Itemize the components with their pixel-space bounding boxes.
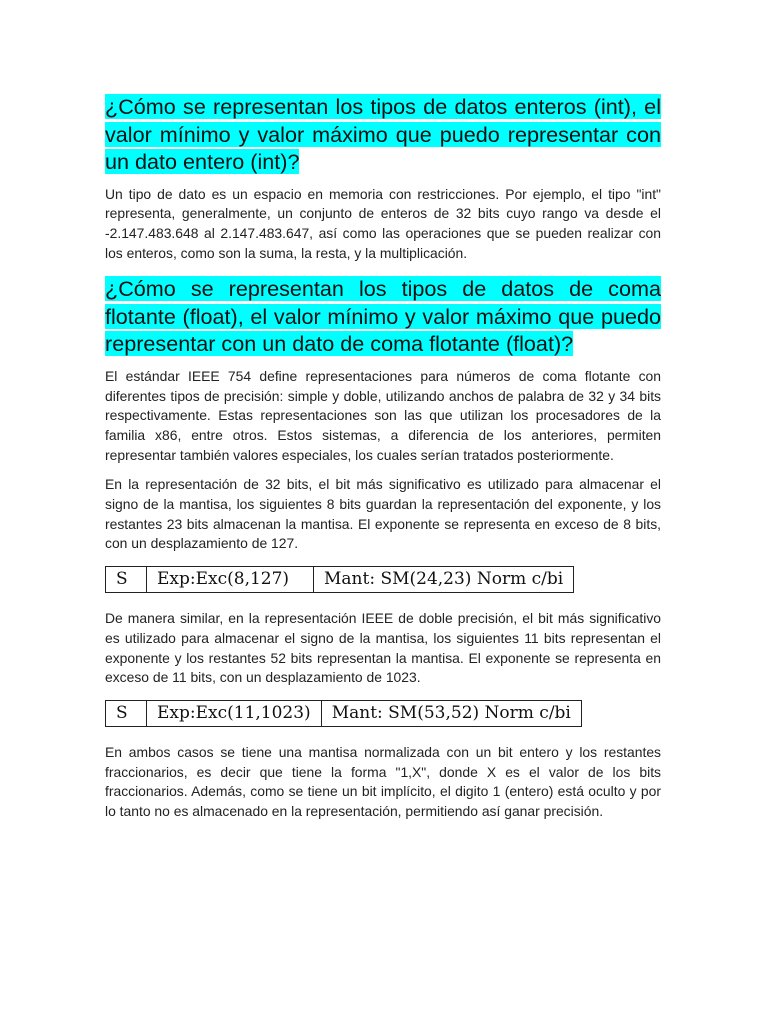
format-32bit-sign: S: [106, 567, 147, 593]
heading-int-text: ¿Cómo se representan los tipos de datos enteros (int), el valor mínimo y valor máximo que puedo representar con un dato entero (int)?: [105, 94, 661, 174]
format-64bit-row: [106, 700, 582, 726]
paragraph-int: Un tipo de dato es un espacio en memoria con restricciones. Por ejemplo, el tipo "int" representa, generalmente, un conjunto de enteros de 32 bits cuyo rango va desde el -2.147.483.648 al 2.147.483.647, así como las operaciones que se pueden realizar con los enteros, como son la suma, la resta, y la multiplicación.: [105, 185, 661, 261]
format-64bit-mantissa: Mant: SM(53,52) Norm c/bi: [321, 700, 581, 726]
heading-float: [105, 275, 661, 358]
format-32bit-mantissa: Mant: SM(24,23) Norm c/bi: [314, 567, 574, 593]
format-64bit-sign: S: [106, 700, 147, 726]
format-64bit-table: [105, 700, 582, 727]
paragraph-32bit: En la representación de 32 bits, el bit más significativo es utilizado para almacenar el signo de la mantisa, los siguientes 8 bits guardan la representación del exponente, y los restantes 23 bits almacenan la mantisa. El exponente se representa en exceso de 8 bits, con un desplazamiento de 127.: [105, 476, 661, 552]
paragraph-ieee754: El estándar IEEE 754 define representaciones para números de coma flotante con diferentes tipos de precisión: simple y doble, utilizando anchos de palabra de 32 y 34 bits respectivamente. Estas representaciones son las que utilizan los procesadores de la familia x86, entre otros. Estos sistemas, a diferencia de los anteriores, permiten representar también valores especiales, los cuales serían tratados posteriormente.: [105, 367, 661, 463]
format-32bit-exponent: Exp:Exc(8,127): [147, 567, 314, 593]
format-32bit-table: [105, 566, 574, 593]
paragraph-64bit: De manera similar, en la representación IEEE de doble precisión, el bit más significativo es utilizado para almacenar el signo de la mantisa, los siguientes 11 bits representan el exponente y los restantes 52 bits representan la mantisa. El exponente se representa en exceso de 11 bits, con un desplazamiento de 1023.: [105, 610, 661, 686]
document-page: [105, 93, 661, 822]
heading-int: [105, 93, 661, 176]
paragraph-normalized-mantissa: En ambos casos se tiene una mantisa normalizada con un bit entero y los restantes fraccionarios, es decir que tiene la forma "1,X", donde X es el valor de los bits fraccionarios. Además, como se tiene un bit implícito, el digito 1 (entero) está oculto y por lo tanto no es almacenado en la representación, permitiendo así ganar precisión.: [105, 743, 661, 820]
format-32bit-row: [106, 567, 574, 593]
heading-float-text: ¿Cómo se representan los tipos de datos de coma flotante (float), el valor mínimo y valor máximo que puedo representar con un dato de coma flotante (float)?: [105, 276, 661, 357]
format-64bit-exponent: Exp:Exc(11,1023): [147, 700, 322, 726]
